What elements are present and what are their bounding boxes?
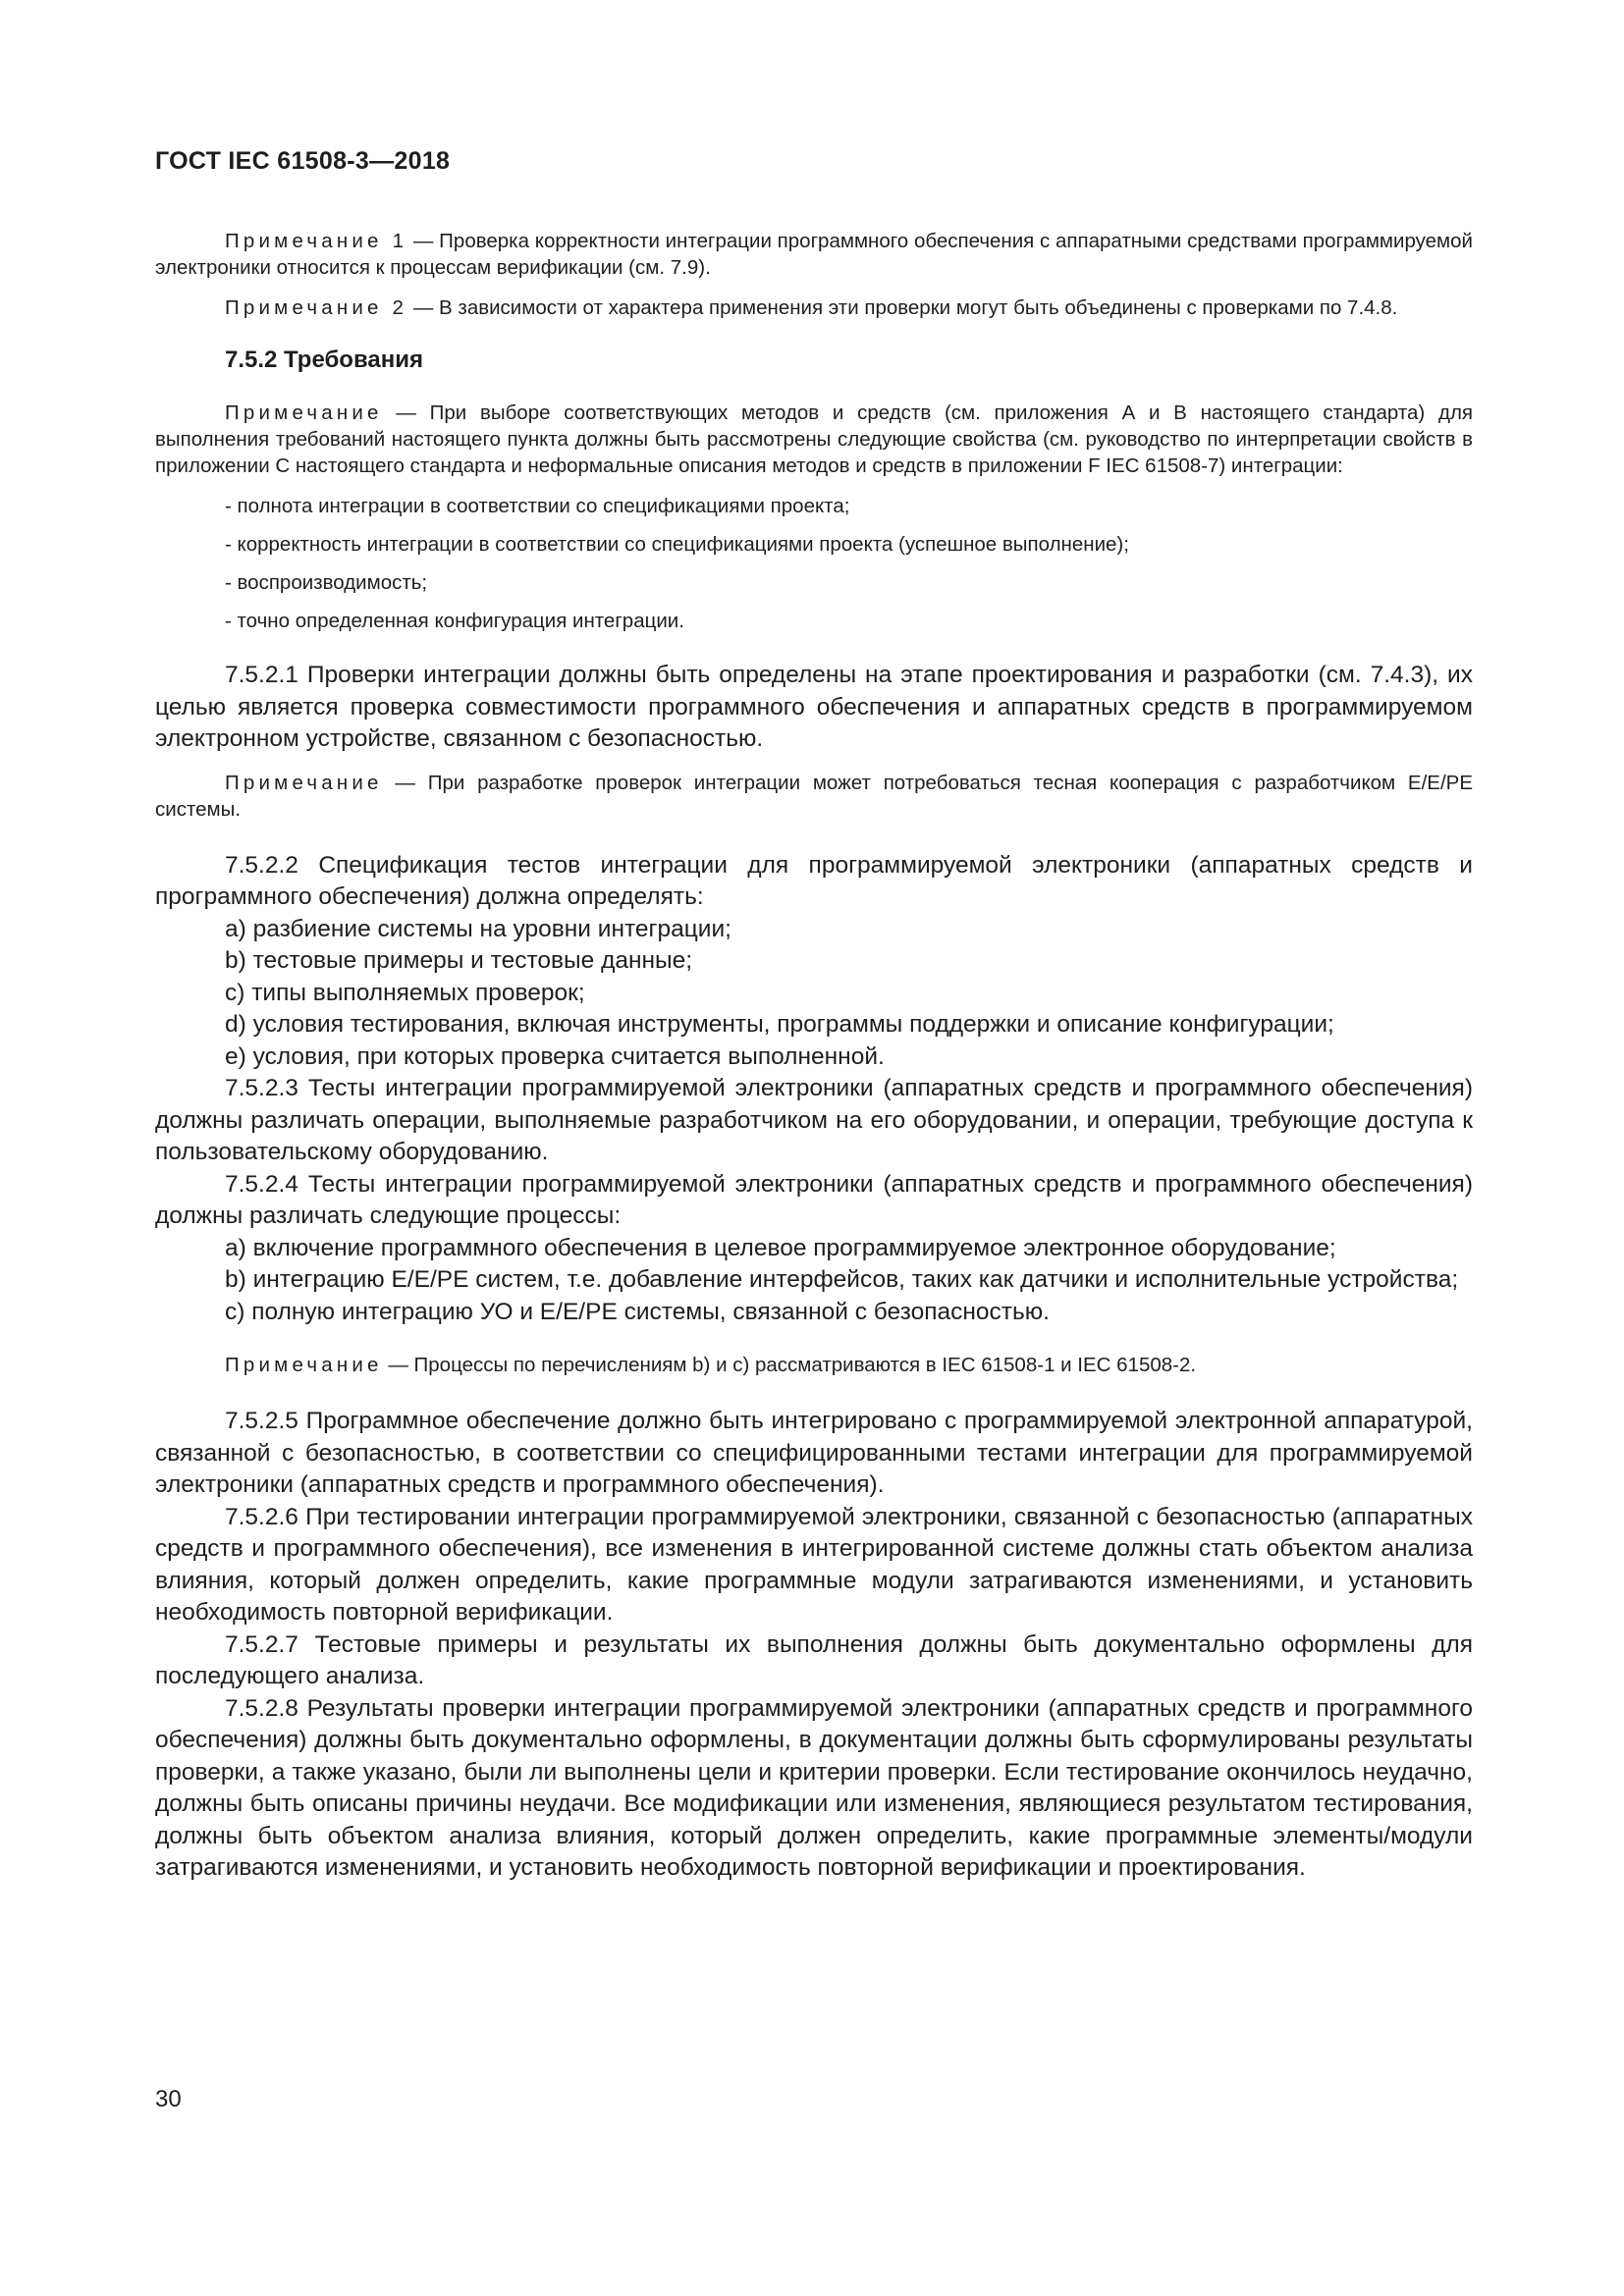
note-text: — При разработке проверок интеграции может потребоваться тесная кооперация с разработчиком E/E/PE системы. [155, 771, 1473, 821]
note-label: Примечание 2 [225, 296, 408, 319]
clause-7527: 7.5.2.7 Тестовые примеры и результаты их выполнения должны быть документально оформлены для последующего анализа. [155, 1630, 1473, 1689]
property-item: - воспроизводимость; [225, 571, 428, 594]
note-text: — В зависимости от характера применения эти проверки могут быть объединены с проверками по 7.4.8. [407, 296, 1398, 319]
note-text: — При выборе соответствующих методов и средств (см. приложения А и В настоящего стандарта) для выполнения требований настоящего пункта должны быть рассмотрены следующие свойства (см. руководство по интерпретации свойств в приложении С настоящего стандарта и неформальные описания методов и средств в приложении F IEC 61508-7) интеграции: [155, 401, 1473, 477]
note-text: — Проверка корректности интеграции программного обеспечения с аппаратными средствами программируемой электроники относится к процессам верификации (см. 7.9). [155, 230, 1474, 279]
list-item: a) разбиение системы на уровни интеграции; [225, 915, 731, 942]
list-item: b) интеграцию E/E/PE систем, т.е. добавление интерфейсов, таких как датчики и исполнительные устройства; [225, 1266, 1459, 1293]
note-dev [155, 770, 1473, 823]
clause-7525: 7.5.2.5 Программное обеспечение должно быть интегрировано с программируемой электронной аппаратурой, связанной с безопасностью, в соответствии со специфицированными тестами интеграции для программируемой электроники (аппаратных средств и программного обеспечения). [155, 1408, 1473, 1498]
list-item: b) тестовые примеры и тестовые данные; [225, 947, 693, 974]
clause-7523: 7.5.2.3 Тесты интеграции программируемой электроники (аппаратных средств и программного обеспечения) должны различать операции, выполняемые разработчиком на его оборудовании, и операции, требующие доступа к пользовательскому оборудованию. [155, 1075, 1473, 1165]
note-methods [155, 400, 1473, 479]
section-heading: 7.5.2 Требования [225, 347, 424, 373]
note-label: Примечание [225, 1354, 383, 1376]
property-item: - корректность интеграции в соответствии со спецификациями проекта (успешное выполнение); [225, 533, 1129, 556]
note-processes [155, 1352, 1473, 1378]
page-content [155, 228, 1473, 1885]
note-label: Примечание [225, 771, 383, 794]
note-label: Примечание [225, 401, 383, 424]
note-text: — Процессы по перечислениям b) и c) рассматриваются в IEC 61508-1 и IEC 61508-2. [382, 1354, 1197, 1376]
list-item: e) условия, при которых проверка считается выполненной. [225, 1042, 885, 1070]
list-item: c) полную интеграцию УО и E/E/PE системы, связанной с безопасностью. [225, 1298, 1050, 1325]
note-label: Примечание 1 [225, 230, 408, 252]
clause-7522: 7.5.2.2 Спецификация тестов интеграции для программируемой электроники (аппаратных средств и программного обеспечения) должна определять: [155, 851, 1473, 910]
clause-7524: 7.5.2.4 Тесты интеграции программируемой электроники (аппаратных средств и программного обеспечения) должны различать следующие процессы: [155, 1170, 1473, 1229]
property-item: - полнота интеграции в соответствии со спецификациями проекта; [225, 495, 850, 517]
list-item: c) типы выполняемых проверок; [225, 979, 585, 1006]
note-2 [155, 294, 1473, 321]
clause-7521: 7.5.2.1 Проверки интеграции должны быть определены на этапе проектирования и разработки (см. 7.4.3), их целью является проверка совместимости программного обеспечения и аппаратных средств в программируемом электронном устройстве, связанном с безопасностью. [155, 662, 1473, 752]
list-item: a) включение программного обеспечения в целевое программируемое электронное оборудование; [225, 1234, 1336, 1261]
document-header: ГОСТ IEC 61508-3—2018 [155, 147, 451, 175]
page-number: 30 [155, 2086, 182, 2112]
clause-7526: 7.5.2.6 При тестировании интеграции программируемой электроники, связанной с безопасностью (аппаратных средств и программного обеспечения), все изменения в интегрированной системе должны стать объектом анализа влияния, который должен определить, какие программные модули затрагиваются изменениями, и установить необходимость повторной верификации. [155, 1503, 1473, 1626]
list-item: d) условия тестирования, включая инструменты, программы поддержки и описание конфигурации; [225, 1011, 1334, 1038]
property-item: - точно определенная конфигурация интеграции. [225, 610, 684, 632]
clause-7528: 7.5.2.8 Результаты проверки интеграции программируемой электроники (аппаратных средств и программного обеспечения) должны быть документально оформлены, в документации должны быть сформулированы результаты проверки, а также указано, были ли выполнены цели и критерии проверки. Если тестирование окончилось неудачно, должны быть описаны причины неудачи. Все модификации или изменения, являющиеся результатом тестирования, должны быть объектом анализа влияния, который должен определить, какие программные элементы/модули затрагиваются изменениями, и установить необходимость повторной верификации и проектирования. [155, 1694, 1473, 1881]
note-1 [155, 228, 1473, 281]
